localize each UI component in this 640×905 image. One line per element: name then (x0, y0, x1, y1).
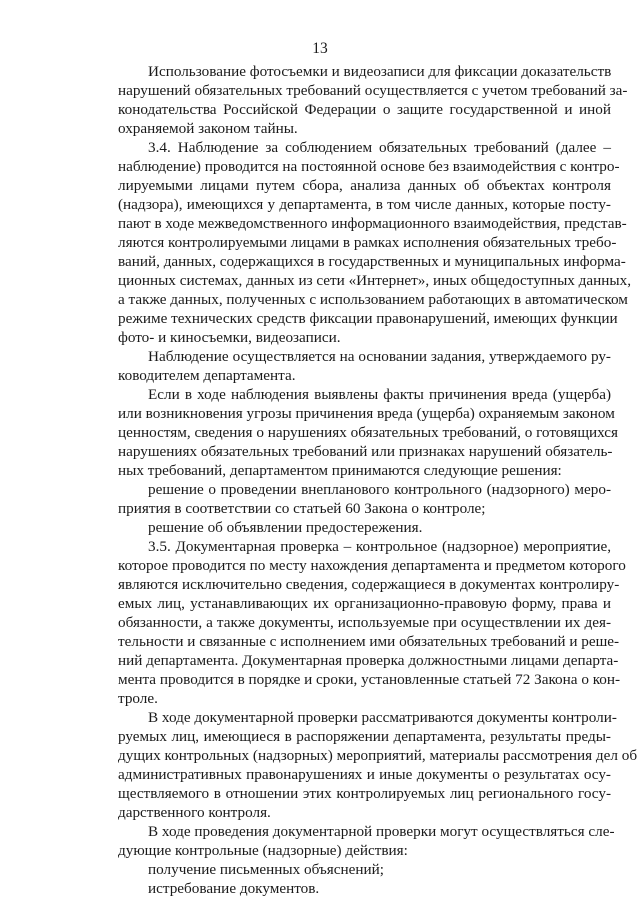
text-line: наблюдение) проводится на постоянной основе без взаимодействия с контро- (118, 158, 620, 175)
text-line: ний департамента. Документарная проверка должностными лицами департа- (118, 652, 619, 669)
text-line: получение письменных объяснений; (148, 861, 384, 878)
text-line: мента проводится в порядке и сроки, установленные статьей 72 Закона о кон- (118, 671, 621, 688)
text-line: тельности и связанные с исполнением ими обязательных требований и реше- (118, 633, 620, 650)
text-line: (надзора), имеющихся у департамента, в том числе данных, которые посту- (118, 196, 611, 213)
text-line: ценностям, сведения о нарушениях обязательных требований, о готовящихся (118, 424, 619, 441)
text-line: В ходе проведения документарной проверки могут осуществляться сле- (148, 823, 615, 840)
text-line: которое проводится по месту нахождения департамента и предметом которого (118, 557, 626, 574)
text-line: дующие контрольные (надзорные) действия: (118, 842, 408, 859)
text-line: охраняемой законом тайны. (118, 120, 298, 137)
text-line: являются исключительно сведения, содержащиеся в документах контролиру- (118, 576, 620, 593)
text-line: ных требований, департаментом принимаются следующие решения: (118, 462, 562, 479)
text-line: нарушений обязательных требований осуществляется с учетом требований за- (118, 82, 628, 99)
text-line: фото- и киносъемки, видеозаписи. (118, 329, 341, 346)
text-line: Наблюдение осуществляется на основании задания, утверждаемого ру- (148, 348, 611, 365)
text-line: ционных системах, данных из сети «Интернет», иных общедоступных данных, (118, 272, 631, 289)
text-line: решение о проведении внепланового контрольного (надзорного) меро- (148, 481, 611, 498)
text-line: троле. (118, 690, 158, 707)
page-number: 13 (312, 40, 328, 57)
text-line: ководителем департамента. (118, 367, 296, 384)
text-line: решение об объявлении предостережения. (148, 519, 423, 536)
text-line: дарственного контроля. (118, 804, 271, 821)
text-line: лируемыми лицами путем сбора, анализа данных об объектах контроля (118, 177, 611, 194)
text-line: пают в ходе межведомственного информационного взаимодействия, представ- (118, 215, 627, 232)
text-line: обязанности, а также документы, используемые при осуществлении их дея- (118, 614, 611, 631)
text-line: ваний, данных, содержащихся в государственных и муниципальных информа- (118, 253, 626, 270)
text-line: Если в ходе наблюдения выявлены факты причинения вреда (ущерба) (148, 386, 611, 403)
text-line: емых лиц, устанавливающих их организационно-правовую форму, права и (118, 595, 611, 612)
text-line: истребование документов. (148, 880, 320, 897)
text-line: приятия в соответствии со статьей 60 Закона о контроле; (118, 500, 486, 517)
text-line: нарушениях обязательных требований или признаках нарушений обязатель- (118, 443, 613, 460)
text-line: ляются контролируемыми лицами в рамках исполнения обязательных требо- (118, 234, 617, 251)
text-line: 3.4. Наблюдение за соблюдением обязательных требований (далее – (148, 139, 611, 156)
text-line: руемых лиц, имеющиеся в распоряжении департамента, результаты преды- (118, 728, 611, 745)
text-line: В ходе документарной проверки рассматриваются документы контроли- (148, 709, 617, 726)
text-line: или возникновения угрозы причинения вреда (ущерба) охраняемым законом (118, 405, 615, 422)
text-line: конодательства Российской Федерации о защите государственной и иной (118, 101, 611, 118)
text-line: ществляемого в отношении этих контролируемых лиц регионального госу- (118, 785, 611, 802)
text-line: 3.5. Документарная проверка – контрольное (надзорное) мероприятие, (148, 538, 611, 555)
text-line: административных правонарушениях и иные документы о результатах осу- (118, 766, 611, 783)
text-line: а также данных, полученных с использованием работающих в автоматическом (118, 291, 628, 308)
text-line: Использование фотосъемки и видеозаписи для фиксации доказательств (148, 63, 612, 80)
text-line: дущих контрольных (надзорных) мероприятий, материалы рассмотрения дел об (118, 747, 638, 764)
text-line: режиме технических средств фиксации правонарушений, имеющих функции (118, 310, 618, 327)
